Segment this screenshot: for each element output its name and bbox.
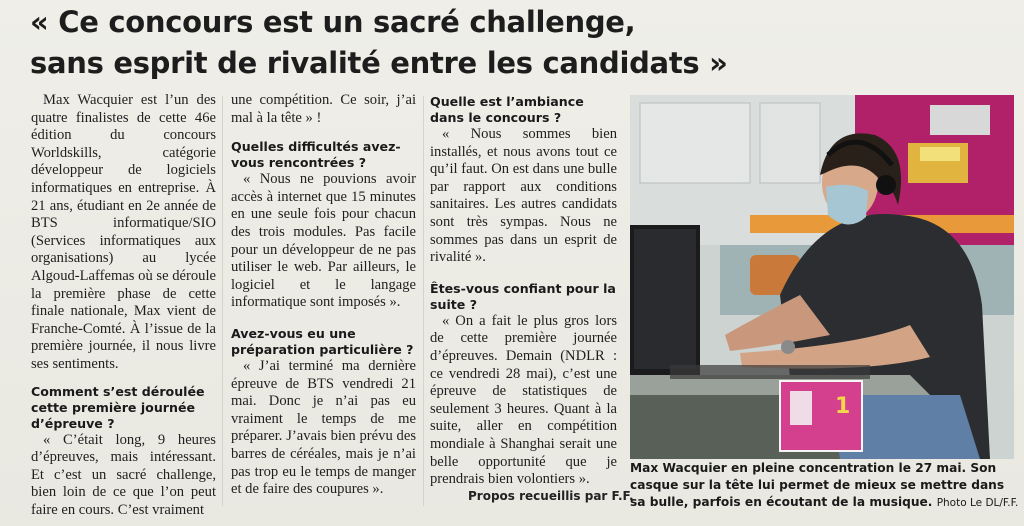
question-heading: Avez-vous eu une préparation particulière ?: [231, 325, 414, 357]
question-heading: Comment s’est déroulée cette première journée d’épreuve ?: [31, 383, 205, 431]
table-number: 1: [835, 394, 851, 419]
headline-line-1: « Ce concours est un sacré challenge,: [30, 5, 636, 39]
intro-paragraph: Max Wacquier est l’un des quatre finalistes de cette 46e édition du concours Worldskills, catégorie développeur de logiciels informatiques en entreprise. À 21 ans, étudiant en 2e année de BTS informatique/SIO (Services informatiques aux organisations) au lycée Algoud-Laffemas où se déroule la première phase de cette finale nationale, Max vient de Franche-Comté. À l’issue de la première journée, il nous livre ses sentiments.: [31, 92, 216, 372]
answer-paragraph: « Nous sommes bien installés, et nous avons tout ce qu’il faut. On est dans une bulle par rapport aux conditions sanitaires. Les autres candidats sont très sympas. Nous ne sommes pas dans un esprit de rivalité ».: [430, 126, 617, 266]
watch-icon: [781, 340, 795, 354]
answer-paragraph: « Nous ne pouvions avoir accès à internet que 15 minutes en une seule fois pour chacun des trois modules. Pas facile pour un développeur de ne pas utiliser le web. Par ailleurs, le logiciel et le langage informatique sont imposés ».: [231, 171, 416, 311]
answer-paragraph: « J’ai terminé ma dernière épreuve de BTS vendredi 21 mai. Donc je n’ai pas eu vraiment le temps de me préparer. J’avais bien prévu des barres de céréales, mais je n’ai pas trop eu le temps de manger et de faire des coupures ».: [231, 357, 416, 498]
adjacent-article-bleed: [860, 30, 1020, 85]
answer-paragraph: « On a fait le plus gros lors de cette première journée d’épreuves. Demain (NDLR : ce vendredi 28 mai), c’est une épreuve de statistiques de seulement 3 heures. Quant à la suite, aller en compétition mondiale à Shanghai serait une belle opportunité que je prendrais bien volontiers ».: [430, 312, 617, 488]
headline-line-2: sans esprit de rivalité entre les candidats »: [30, 46, 728, 80]
article-column-2: [231, 92, 416, 499]
question-heading: Êtes-vous confiant pour la suite ?: [430, 280, 616, 312]
column-rule: [222, 96, 223, 506]
article-column-3: [430, 92, 617, 489]
answer-continuation: une compétition. Ce soir, j’ai mal à la tête » !: [231, 92, 416, 126]
caption-text: Max Wacquier en pleine concentration le 27 mai. Son casque sur la tête lui permet de mieux se mettre dans sa bulle, parfois en écoutant de la musique.: [630, 461, 1005, 509]
byline-signature: Propos recueillis par F.F.: [468, 489, 634, 503]
question-heading: Quelle est l’ambiance dans le concours ?: [430, 94, 584, 125]
headphones-icon: [876, 175, 896, 195]
headline: [30, 2, 850, 84]
photo-illustration: [630, 95, 1014, 459]
article-column-1: [31, 92, 216, 519]
answer-paragraph: « C’était long, 9 heures d’épreuves, mais intéressant. Et c’est un sacré challenge, bien loin de ce que l’on peut faire en cours. C’est vraiment: [31, 431, 216, 518]
photo-caption: [630, 460, 1020, 512]
article-photo: [630, 95, 1014, 459]
column-rule: [423, 96, 424, 506]
question-heading: Quelles difficultés avez-vous rencontrées ?: [231, 139, 401, 171]
photo-credit: Photo Le DL/F.F.: [936, 497, 1019, 509]
